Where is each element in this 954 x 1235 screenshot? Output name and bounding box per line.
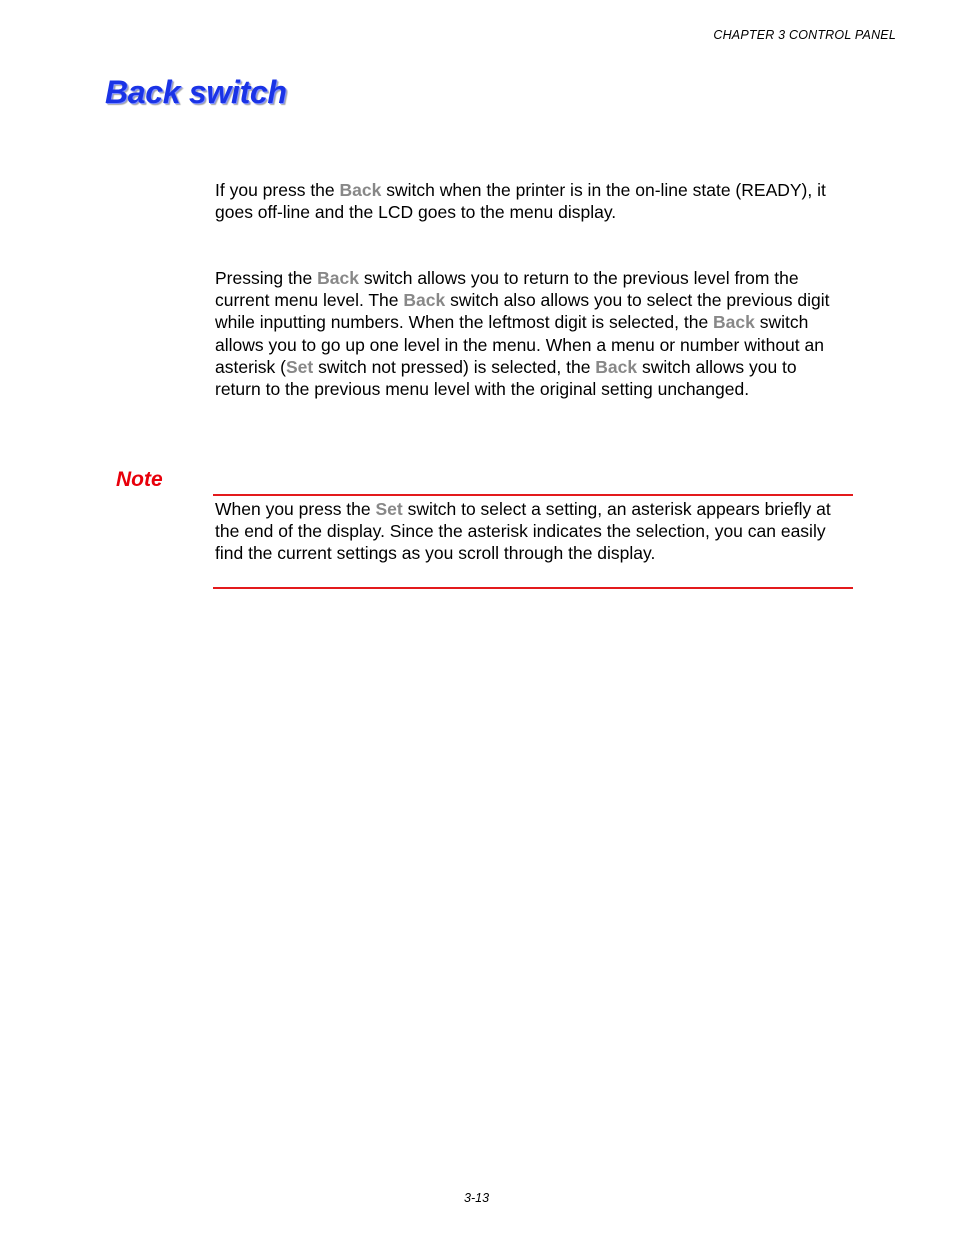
paragraph-text: If you press the (215, 180, 340, 200)
running-header: CHAPTER 3 CONTROL PANEL (713, 28, 896, 42)
keyword-back: Back (317, 268, 359, 288)
section-title: Back switch (105, 74, 287, 110)
keyword-set: Set (285, 356, 314, 377)
note-rule-top (213, 494, 853, 496)
note-rule-bottom (213, 587, 853, 589)
note-body (215, 498, 845, 565)
paragraph-offline (215, 179, 845, 223)
keyword-set: Set (375, 499, 403, 519)
paragraph-text: switch also allows you to select the previous digit while inputting numbers. When the leftmost digit is selected, the (215, 290, 830, 333)
page-number: 3-13 (464, 1191, 490, 1205)
paragraph-text: switch allows you to return to the previous level from the current menu level. The (215, 268, 799, 311)
note-text: switch to select a setting, an asterisk appears briefly at the end of the display. Since the asterisk indicates the selection, you can easily find the current settings as you scroll through the display. (215, 499, 831, 564)
paragraph-text: switch not pressed) is selected, the (313, 356, 596, 377)
keyword-back: Back (403, 290, 446, 311)
paragraph-text: switch allows you to return to the previous menu level with the original setting unchanged. (215, 356, 797, 400)
paragraph-text: Pressing the (215, 268, 318, 288)
paragraph-text: switch allows you to go up one level in the menu. When a menu or number without an asterisk ( (215, 312, 824, 377)
keyword-back: Back (595, 356, 638, 377)
paragraph-text: switch when the printer is in the on-line state (READY), it goes off-line and the LCD goes to the menu display. (215, 180, 826, 223)
note-label: Note (116, 468, 163, 491)
paragraph-navigation (215, 267, 845, 400)
keyword-back: Back (339, 180, 382, 200)
keyword-back: Back (713, 312, 755, 333)
note-text: When you press the (215, 499, 376, 519)
